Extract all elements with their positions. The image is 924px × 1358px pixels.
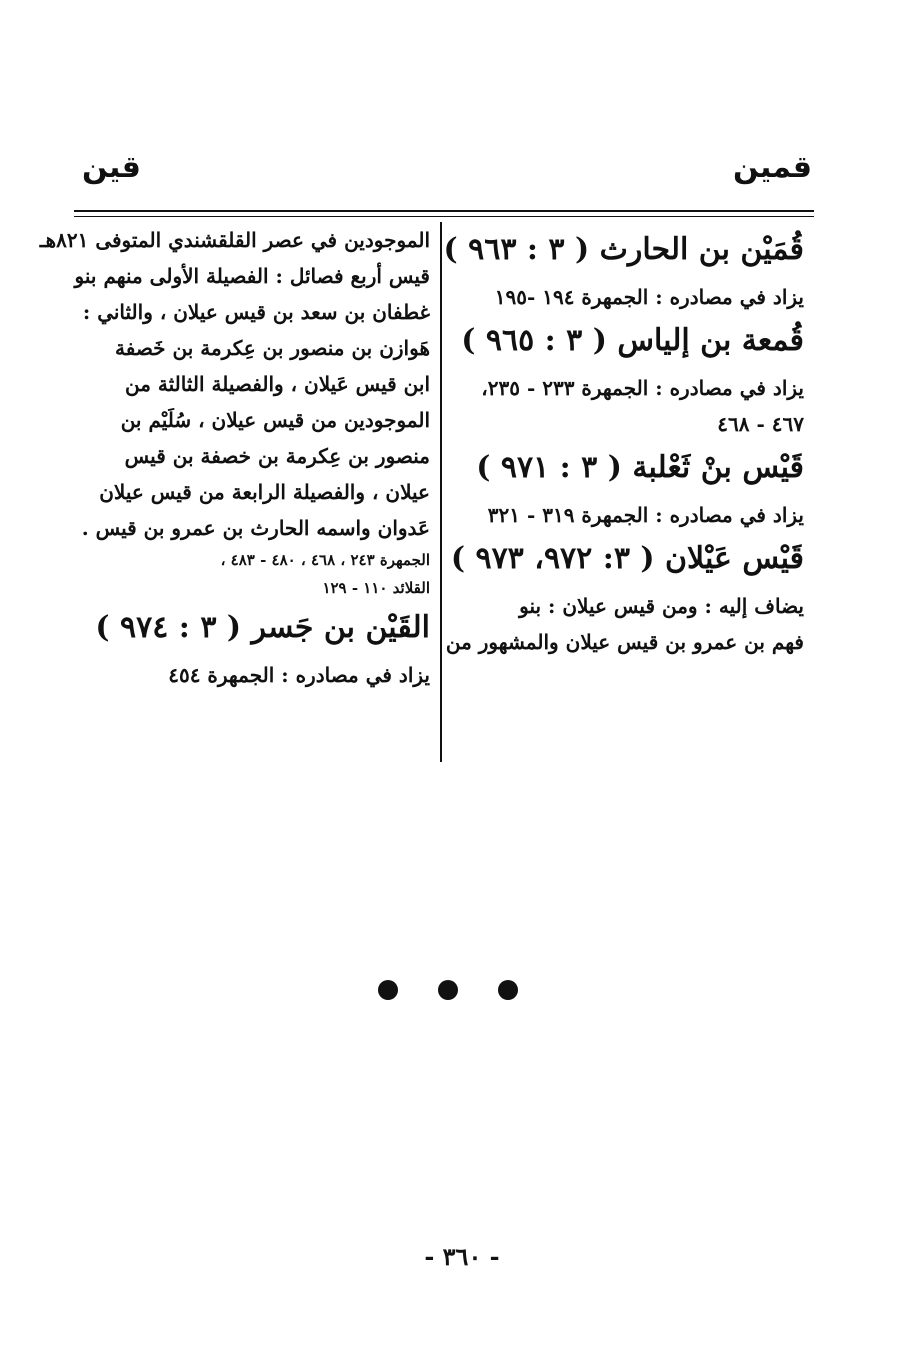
header-rule-thick [74,210,814,212]
right-column [443,222,804,660]
entry-text: فهم بن عمرو بن قيس عيلان والمشهور من [445,630,804,654]
entry-text: يضاف إليه : ومن قيس عيلان : بنو [519,594,804,618]
header-rule-thin [74,216,814,217]
body-line: هَوازن بن منصور بن عِكرمة بن خَصفة [114,336,430,360]
entry-text: ٤٦٧ - ٤٦٨ [717,412,804,436]
entry-text: يزاد في مصادره : الجمهرة ٣١٩ - ٣٢١ [487,503,804,527]
entry-heading: القَيْن بن جَسر ( ٣ : ٩٧٤ ) [95,610,430,645]
body-line: ابن قيس عَيلان ، والفصيلة الثالثة من [125,372,430,396]
ornament-dot [498,980,518,1000]
reference-line: القلائد ١١٠ - ١٢٩ [322,579,430,597]
reference-line: الجمهرة ٢٤٣ ، ٤٦٨ ، ٤٨٠ - ٤٨٣ ، [220,551,430,569]
column-divider [440,222,442,762]
entry-heading: قَيْس بنْ ثَعْلبة ( ٣ : ٩٧١ ) [476,450,804,485]
body-line: عيلان ، والفصيلة الرابعة من قيس عيلان [99,480,430,504]
page-number: - ٣٦٠ - [424,1242,500,1271]
entry-heading: قُمَيْن بن الحارث ( ٣ : ٩٦٣ ) [443,232,804,267]
body-line: غطفان بن سعد بن قيس عيلان ، والثاني : [82,300,430,324]
body-line: عَدوان واسمه الحارث بن عمرو بن قيس . [81,516,430,540]
entry-heading: قَيْس عَيْلان ( ٣: ٩٧٢، ٩٧٣ ) [450,541,804,576]
body-line: الموجودين من قيس عيلان ، سُلَيْم بن [120,408,430,432]
entry-text: يزاد في مصادره : الجمهرة ٢٣٣ - ٢٣٥، [481,376,804,400]
section-end-ornament [378,980,518,1002]
entry-text: يزاد في مصادره : الجمهرة ٤٥٤ [168,663,430,687]
left-column [39,222,430,693]
entry-text: يزاد في مصادره : الجمهرة ١٩٤ -١٩٥ [494,285,804,309]
ornament-dot [438,980,458,1000]
running-header-right: قمين [733,150,812,185]
running-header-left: قين [82,150,141,185]
ornament-dot [378,980,398,1000]
body-line: الموجودين في عصر القلقشندي المتوفى ٨٢١هـ [39,228,430,252]
body-line: منصور بن عِكرمة بن خصفة بن قيس [124,444,430,468]
body-line: قيس أربع فصائل : الفصيلة الأولى منهم بنو [74,264,430,288]
entry-heading: قُمعة بن إلياس ( ٣ : ٩٦٥ ) [461,323,804,358]
